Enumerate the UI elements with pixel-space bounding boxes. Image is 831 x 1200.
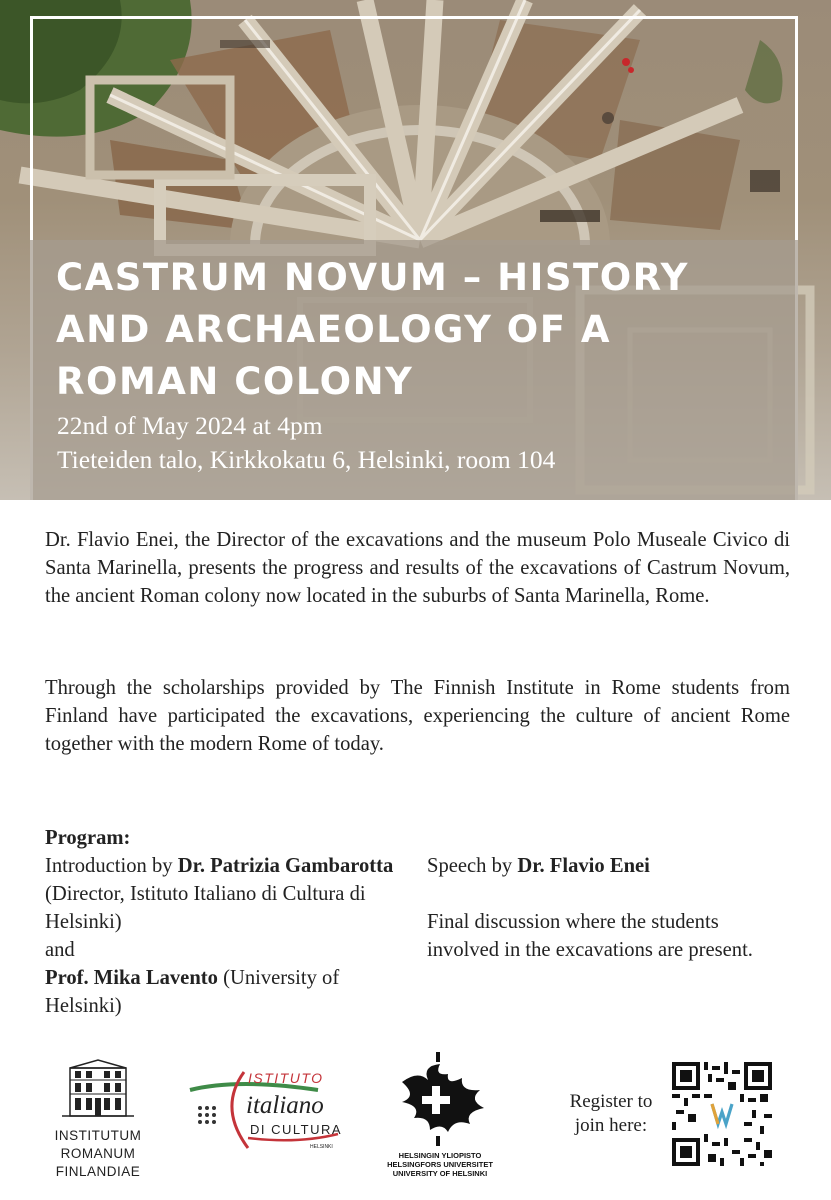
flame-emblem-icon	[388, 1052, 508, 1146]
program-left-column	[45, 824, 405, 1020]
logo-footer	[0, 1040, 831, 1200]
and-text: and	[45, 939, 75, 961]
speaker-enei: Dr. Flavio Enei	[517, 855, 650, 877]
program-heading: Program:	[45, 827, 131, 849]
irf-line3: FINLANDIAE	[55, 1164, 141, 1179]
irf-line2: ROMANUM	[60, 1146, 136, 1161]
page-title: CASTRUM NOVUM – HISTORY AND ARCHAEOLOGY OF A ROMAN COLONY	[56, 256, 689, 403]
uh-line3: UNIVERSITY OF HELSINKI	[392, 1169, 488, 1178]
event-venue: Tieteiden talo, Kirkkokatu 6, Helsinki, room 104	[57, 445, 556, 474]
villa-building-icon	[48, 1058, 148, 1120]
speaker-gambarotta-role: (Director, Istituto Italiano di Cultura di Helsinki)	[45, 883, 366, 933]
iic-word2: italiano	[246, 1092, 324, 1119]
iic-word1: ISTITUTO	[248, 1070, 324, 1086]
speech-prefix: Speech by	[427, 855, 518, 877]
irf-line1: INSTITUTUM	[54, 1128, 142, 1143]
final-discussion: Final discussion where the students involved in the excavations are present.	[427, 911, 753, 961]
uh-line1: HELSINGIN YLIOPISTO	[398, 1151, 482, 1160]
description-paragraph: Dr. Flavio Enei, the Director of the excavations and the museum Polo Museale Civico di Santa Marinella, presents the progress and results of the excavations of Castrum Novum, the ancient Roman colony now located in the suburbs of Santa Marinella, Rome.	[45, 529, 790, 607]
uh-logo	[388, 1052, 508, 1192]
speaker-lavento: Prof. Mika Lavento	[45, 967, 218, 989]
speaker-gambarotta: Dr. Patrizia Gambarotta	[177, 855, 394, 877]
intro-prefix: Introduction by	[45, 855, 178, 877]
program-right-column	[427, 852, 777, 964]
register-label	[556, 1090, 666, 1138]
register-line1: Register to	[569, 1091, 653, 1112]
uh-line2: HELSINGFORS UNIVERSITET	[387, 1160, 493, 1169]
scholarship-paragraph: Through the scholarships provided by The Finnish Institute in Rome students from Finland have participated the excavations, experiencing the culture of ancient Rome together with the modern Rome of today.	[45, 677, 790, 755]
register-line2: join here:	[574, 1115, 648, 1136]
speaker-lavento-role: (University of Helsinki)	[45, 967, 340, 1017]
iic-logo	[188, 1068, 348, 1158]
event-date: 22nd of May 2024 at 4pm	[57, 411, 323, 440]
iic-city: HELSINKI	[310, 1144, 333, 1150]
irf-logo	[48, 1058, 148, 1183]
iic-word3: DI CULTURA	[250, 1122, 343, 1137]
registration-qr-code[interactable]	[672, 1062, 772, 1166]
hero-banner	[0, 0, 831, 500]
